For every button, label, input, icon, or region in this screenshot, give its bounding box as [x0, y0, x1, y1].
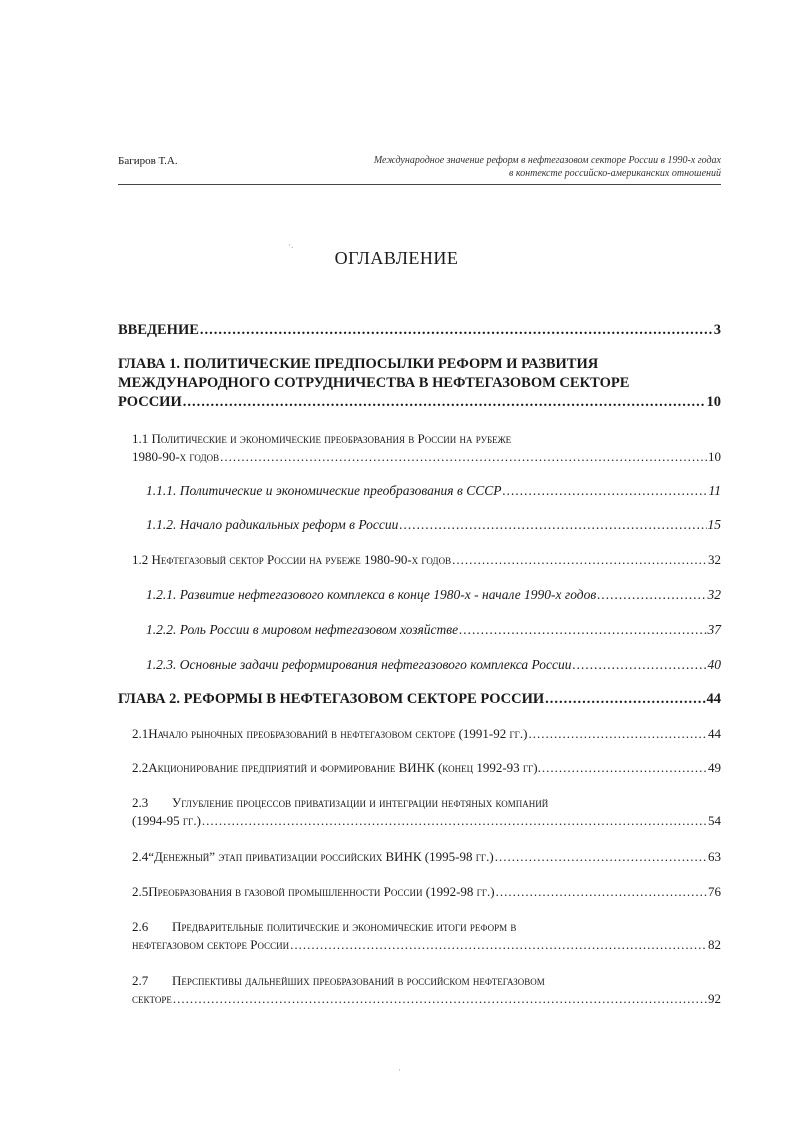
- toc-entry-label: ВВЕДЕНИЕ: [118, 322, 199, 338]
- leader-dots: [542, 759, 707, 777]
- toc-entry-label: Начало рыночных преобразований в нефтегазовом секторе (1991-92 гг.): [148, 726, 528, 741]
- toc-entry-label: Углубление процессов приватизации и интеграции нефтяных компаний: [172, 795, 549, 810]
- header-title: [301, 154, 721, 180]
- toc-entry-label: “Денежный” этап приватизации российских ВИНК (1995-98 гг.): [148, 849, 494, 864]
- toc-entry-label: Преобразования в газовой промышленности России (1992-98 гг.): [148, 884, 495, 899]
- toc-entry-section-2-5[interactable]: [132, 883, 721, 901]
- toc-entry-label: 1.2.3. Основные задачи реформирования нефтегазового комплекса России: [146, 657, 572, 672]
- toc-entry-chapter-2[interactable]: [118, 690, 721, 709]
- toc-page-number: 44: [708, 726, 721, 741]
- toc-section-number: 2.5: [132, 884, 149, 899]
- toc-entry-label: ГЛАВА 2. РЕФОРМЫ В НЕФТЕГАЗОВОМ СЕКТОРЕ РОССИИ: [118, 691, 545, 707]
- toc-entry-section-1-1-1[interactable]: [146, 482, 721, 500]
- toc-page-number: 32: [708, 552, 721, 567]
- toc-entry-section-1-2-3[interactable]: [146, 656, 721, 674]
- toc-page-number: 15: [707, 517, 721, 532]
- toc-page-number: 54: [708, 813, 721, 828]
- leader-dots: [496, 883, 707, 901]
- toc-page-number: 49: [708, 760, 721, 775]
- toc-page-number: 44: [706, 691, 721, 707]
- toc-entry-label: Предварительные политические и экономические итоги реформ в: [172, 919, 517, 934]
- header-title-line2: в контексте российско-американских отношений: [509, 168, 721, 179]
- toc-entry-label: 1.1 Политические и экономические преобразования в России на рубеже: [132, 431, 512, 446]
- toc-section-number: 2.4: [132, 849, 149, 864]
- toc-section-number: 2.6: [132, 919, 149, 934]
- toc-entry-section-1-2[interactable]: [132, 551, 721, 569]
- toc-entry-section-1-2-1[interactable]: [146, 586, 721, 604]
- toc-entry-label: Перспективы дальнейших преобразований в российском нефтегазовом: [172, 973, 545, 988]
- toc-page-number: 10: [708, 449, 721, 464]
- toc-entry-label: 1.2 Нефтегазовый сектор России на рубеже 1980-90-х годов: [132, 552, 452, 567]
- leader-dots: [183, 393, 706, 412]
- leader-dots: [399, 516, 706, 534]
- toc-page-number: 32: [707, 587, 721, 602]
- toc-entry-label: нефтегазовом секторе России: [132, 937, 290, 952]
- toc-entry-section-2-2[interactable]: [132, 759, 721, 777]
- toc-page-number: 92: [708, 991, 721, 1006]
- scan-speck: ·.: [288, 240, 294, 250]
- toc-entry-label: 1980-90-х годов: [132, 449, 220, 464]
- toc-entry-section-2-4[interactable]: [132, 848, 721, 866]
- leader-dots: [545, 690, 705, 709]
- leader-dots: [173, 990, 707, 1008]
- leader-dots: [502, 482, 707, 500]
- toc-page-number: 37: [707, 622, 721, 637]
- toc-section-number: 2.3: [132, 795, 149, 810]
- toc-entry-section-2-6[interactable]: [132, 918, 721, 954]
- leader-dots: [200, 321, 713, 340]
- toc-page-number: 82: [708, 937, 721, 952]
- header-title-line1: Международное значение реформ в нефтегазовом секторе России в 1990-х годах: [373, 155, 721, 166]
- toc-entry-label: 1.2.2. Роль России в мировом нефтегазовом хозяйстве: [146, 622, 459, 637]
- toc-section-number: 2.1: [132, 726, 149, 741]
- toc-entry-label: 1.2.1. Развитие нефтегазового комплекса в конце 1980-х - начале 1990-х годов: [146, 587, 597, 602]
- scan-speck: ·: [398, 1065, 401, 1075]
- leader-dots: [290, 936, 707, 954]
- toc-section-number: 2.2: [132, 760, 149, 775]
- toc-entry-section-2-7[interactable]: [132, 972, 721, 1008]
- leader-dots: [528, 725, 707, 743]
- leader-dots: [202, 812, 707, 830]
- leader-dots: [572, 656, 706, 674]
- toc-section-number: 2.7: [132, 973, 149, 988]
- leader-dots: [597, 586, 706, 604]
- toc-entry-label: 1.1.2. Начало радикальных реформ в России: [146, 517, 399, 532]
- leader-dots: [220, 448, 707, 466]
- toc-page-number: 11: [708, 483, 721, 498]
- toc-entry-label: 1.1.1. Политические и экономические преобразования в СССР: [146, 483, 502, 498]
- toc-entry-section-2-3[interactable]: [132, 794, 721, 830]
- leader-dots: [452, 551, 707, 569]
- toc-page-number: 76: [708, 884, 721, 899]
- leader-dots: [495, 848, 707, 866]
- toc-entry-label: секторе: [132, 991, 172, 1006]
- toc-entry-label: ГЛАВА 1. ПОЛИТИЧЕСКИЕ ПРЕДПОСЫЛКИ РЕФОРМ И РАЗВИТИЯ: [118, 356, 599, 372]
- toc-entry-label: МЕЖДУНАРОДНОГО СОТРУДНИЧЕСТВА В НЕФТЕГАЗОВОМ СЕКТОРЕ: [118, 375, 630, 391]
- toc-entry-label: РОССИИ: [118, 394, 182, 410]
- toc-title: ОГЛАВЛЕНИЕ: [334, 248, 459, 268]
- header-rule: [118, 184, 721, 185]
- toc-entry-label: Акционирование предприятий и формирование ВИНК (конец 1992-93 гг).: [148, 760, 541, 775]
- toc-page-number: 40: [707, 657, 721, 672]
- toc-entry-intro[interactable]: [118, 321, 721, 340]
- toc-entry-section-2-1[interactable]: [132, 725, 721, 743]
- toc-page-number: 3: [713, 322, 721, 338]
- toc-entry-section-1-1-2[interactable]: [146, 516, 721, 534]
- toc-page-number: 63: [708, 849, 721, 864]
- toc-entry-section-1-2-2[interactable]: [146, 621, 721, 639]
- toc-page-number: 10: [706, 394, 721, 410]
- leader-dots: [459, 621, 706, 639]
- toc-entry-chapter-1[interactable]: [118, 355, 721, 412]
- toc-entry-label: (1994-95 гг.): [132, 813, 201, 828]
- toc-entry-section-1-1[interactable]: [132, 430, 721, 466]
- header-author: Багиров Т.А.: [118, 155, 178, 167]
